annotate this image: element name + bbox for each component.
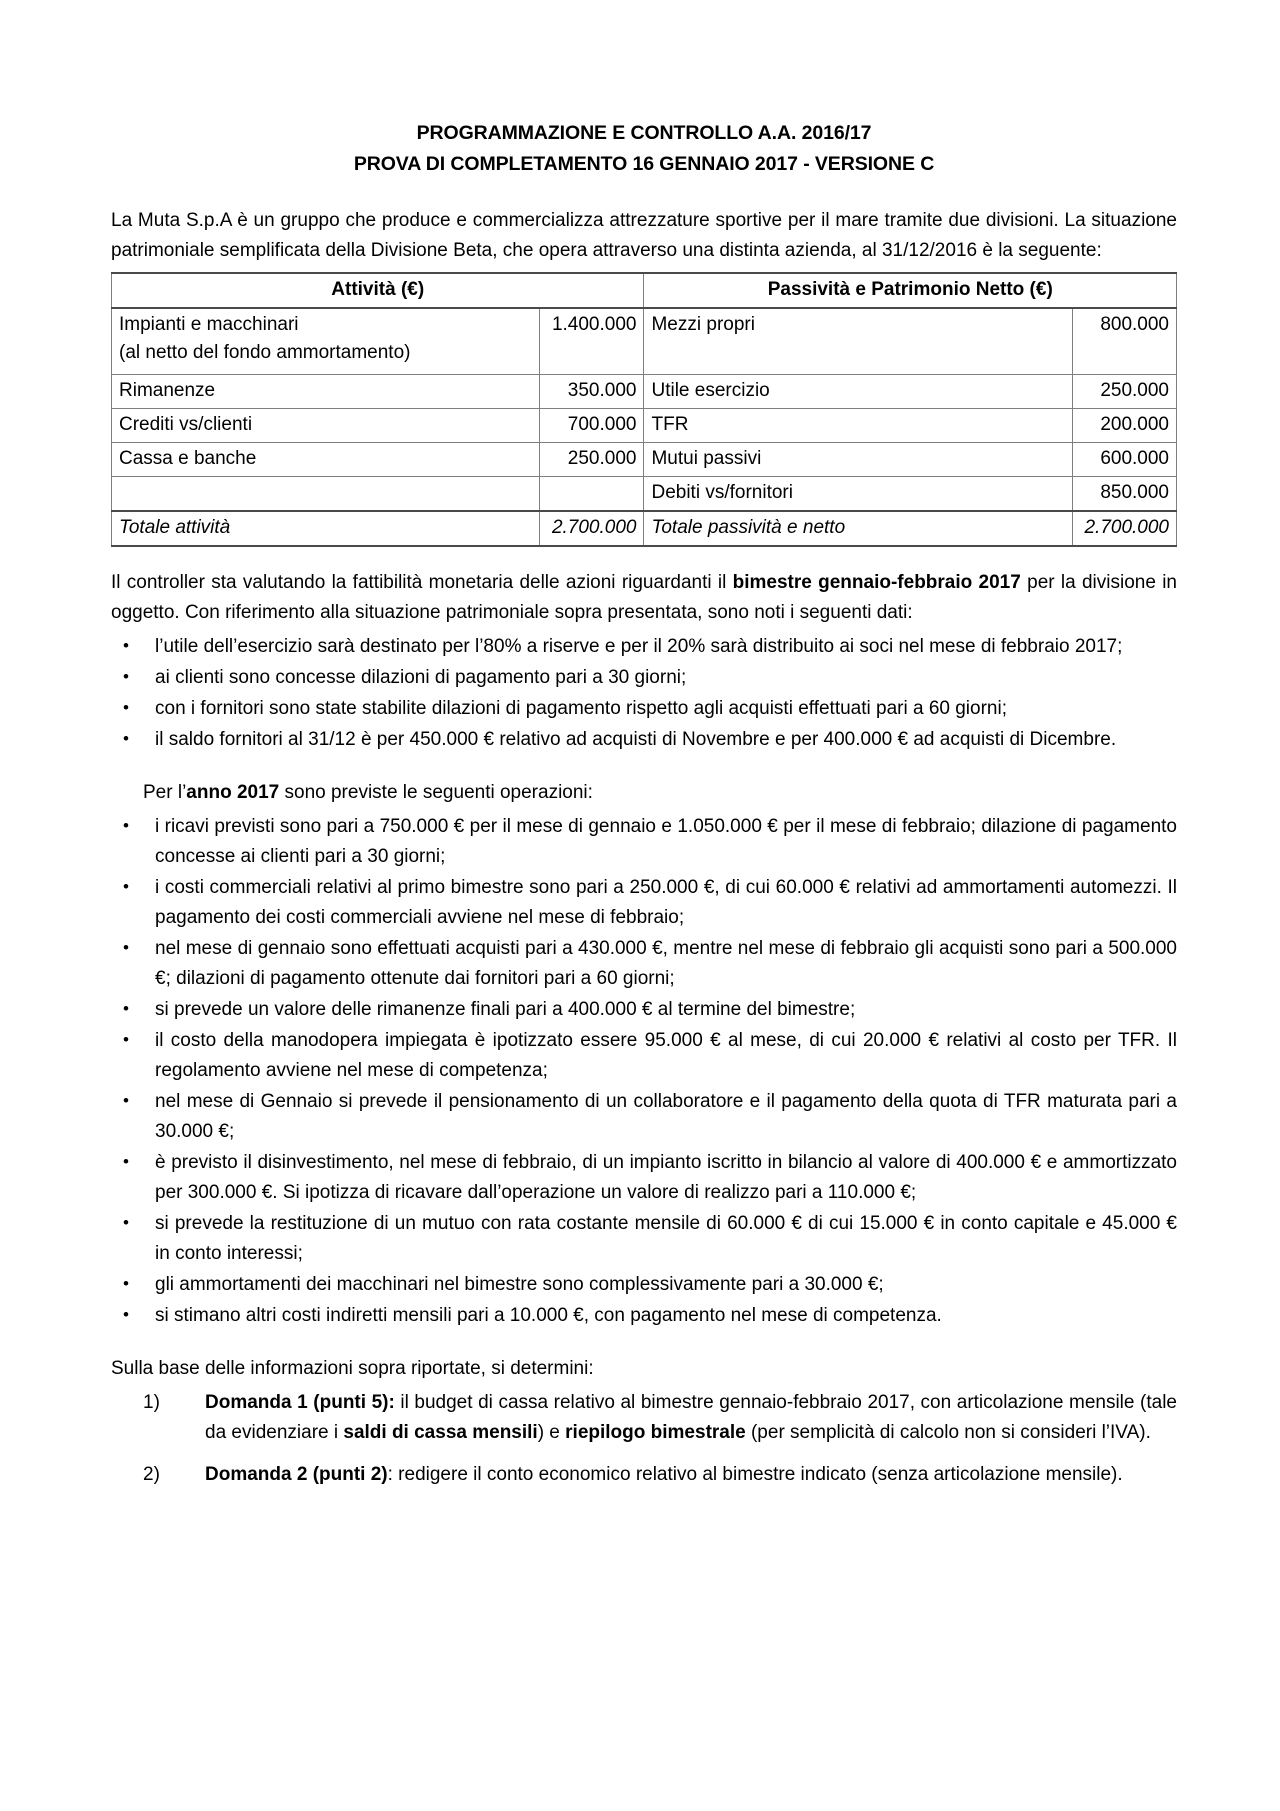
list-item: • si prevede la restituzione di un mutuo con rata costante mensile di 60.000 € di cui 15.000 € in conto capitale e 45.000 € in conto interessi; [111, 1209, 1177, 1269]
operations-intro-pre: Per l’ [143, 782, 187, 803]
liability-value-cell: 600.000 [1072, 443, 1176, 477]
table-row [112, 443, 1177, 477]
list-item: • gli ammortamenti dei macchinari nel bimestre sono complessivamente pari a 30.000 €; [111, 1270, 1177, 1300]
list-item: • nel mese di gennaio sono effettuati acquisti pari a 430.000 €, mentre nel mese di febbraio gli acquisti sono pari a 500.000 €; dilazioni di pagamento ottenute dai fornitori pari a 60 giorni; [111, 934, 1177, 994]
liability-label-cell: Mutui passivi [644, 443, 1073, 477]
table-row [112, 375, 1177, 409]
list-item: • con i fornitori sono state stabilite dilazioni di pagamento rispetto agli acquisti effettuati pari a 60 giorni; [111, 694, 1177, 724]
asset-label-line-2: (al netto del fondo ammortamento) [119, 342, 411, 363]
controller-bullet-list [111, 632, 1177, 755]
asset-value-cell: 1.400.000 [540, 308, 644, 375]
table-row [112, 308, 1177, 375]
controller-paragraph-pre: Il controller sta valutando la fattibilità monetaria delle azioni riguardanti il [111, 572, 733, 593]
table-row [112, 477, 1177, 512]
liability-label-cell: Mezzi propri [644, 308, 1073, 375]
document-title-block [111, 118, 1177, 180]
questions-lead-in: Sulla base delle informazioni sopra riportate, si determini: [111, 1358, 594, 1379]
question-2-text-a: : redigere il conto economico relativo al bimestre indicato (senza articolazione mensile). [387, 1464, 1123, 1485]
asset-label-cell [112, 477, 540, 512]
question-item-2 [143, 1460, 1177, 1490]
asset-label-cell: Cassa e banche [112, 443, 540, 477]
questions-list [111, 1388, 1177, 1490]
asset-label-cell [112, 308, 540, 375]
question-1-text-a: il budget di cassa relativo al bimestre gennaio-febbraio 2017, con articolazione mensile (tale da evidenziare i [205, 1392, 1177, 1443]
list-item: • ai clienti sono concesse dilazioni di pagamento pari a 30 giorni; [111, 663, 1177, 693]
total-liability-value: 2.700.000 [1072, 511, 1176, 546]
table-row [112, 409, 1177, 443]
liability-label-cell: TFR [644, 409, 1073, 443]
asset-value-cell: 250.000 [540, 443, 644, 477]
controller-paragraph [111, 568, 1177, 628]
question-1-text-b: ) e [537, 1422, 566, 1443]
table-total-row [112, 511, 1177, 546]
total-asset-label: Totale attività [112, 511, 540, 546]
asset-value-cell: 350.000 [540, 375, 644, 409]
liability-value-cell: 200.000 [1072, 409, 1176, 443]
list-item: • il costo della manodopera impiegata è ipotizzato essere 95.000 € al mese, di cui 20.000 € relativi al costo per TFR. Il regolamento avviene nel mese di competenza; [111, 1026, 1177, 1086]
question-marker-2: 2) [143, 1464, 160, 1485]
total-liability-label: Totale passività e netto [644, 511, 1073, 546]
question-1-bold-b: saldi di cassa mensili [343, 1422, 538, 1443]
list-item: • si stimano altri costi indiretti mensili pari a 10.000 €, con pagamento nel mese di competenza. [111, 1301, 1177, 1331]
list-item: • il saldo fornitori al 31/12 è per 450.000 € relativo ad acquisti di Novembre e per 400.000 € ad acquisti di Dicembre. [111, 725, 1177, 755]
intro-paragraph: La Muta S.p.A è un gruppo che produce e commercializza attrezzature sportive per il mare tramite due divisioni. La situazione patrimoniale semplificata della Divisione Beta, che opera attraverso una distinta azienda, al 31/12/2016 è la seguente: [111, 210, 1177, 261]
operations-intro-post: sono previste le seguenti operazioni: [279, 782, 593, 803]
total-asset-value: 2.700.000 [540, 511, 644, 546]
liability-value-cell: 250.000 [1072, 375, 1176, 409]
operations-intro-bold: anno 2017 [186, 782, 280, 803]
list-item: • i costi commerciali relativi al primo bimestre sono pari a 250.000 €, di cui 60.000 € relativi ad ammortamenti automezzi. Il pagamento dei costi commerciali avviene nel mese di febbraio; [111, 873, 1177, 933]
question-2-bold-lead: Domanda 2 (punti 2) [205, 1464, 388, 1485]
list-item: • nel mese di Gennaio si prevede il pensionamento di un collaboratore e il pagamento della quota di TFR maturata pari a 30.000 €; [111, 1087, 1177, 1147]
list-item: • l’utile dell’esercizio sarà destinato per l’80% a riserve e per il 20% sarà distribuito ai soci nel mese di febbraio 2017; [111, 632, 1177, 662]
list-item: • i ricavi previsti sono pari a 750.000 € per il mese di gennaio e 1.050.000 € per il mese di febbraio; dilazione di pagamento concesse ai clienti pari a 30 giorni; [111, 812, 1177, 872]
page-title-line-1: PROGRAMMAZIONE E CONTROLLO A.A. 2016/17 [416, 122, 872, 144]
liability-label-cell: Debiti vs/fornitori [644, 477, 1073, 512]
header-assets: Attività (€) [112, 273, 644, 308]
question-1-bold-lead: Domanda 1 (punti 5): [205, 1392, 395, 1413]
question-1-bold-c: riepilogo bimestrale [565, 1422, 746, 1443]
question-marker-1: 1) [143, 1392, 160, 1413]
asset-value-cell: 700.000 [540, 409, 644, 443]
operations-bullet-list [111, 812, 1177, 1331]
liability-label-cell: Utile esercizio [644, 375, 1073, 409]
question-1-text-c: (per semplicità di calcolo non si consideri l’IVA). [745, 1422, 1151, 1443]
liability-value-cell: 850.000 [1072, 477, 1176, 512]
question-item-1 [143, 1388, 1177, 1448]
header-liabilities: Passività e Patrimonio Netto (€) [644, 273, 1177, 308]
list-item: • si prevede un valore delle rimanenze finali pari a 400.000 € al termine del bimestre; [111, 995, 1177, 1025]
controller-paragraph-post: per la divisione in oggetto. Con riferimento alla situazione patrimoniale sopra presentata, sono noti i seguenti dati: [111, 572, 1177, 623]
asset-value-cell [540, 477, 644, 512]
asset-label-cell: Crediti vs/clienti [112, 409, 540, 443]
page-title-line-2: PROVA DI COMPLETAMENTO 16 GENNAIO 2017 - VERSIONE C [353, 153, 935, 175]
asset-label-line-1: Impianti e macchinari [119, 314, 299, 335]
table-header-row [112, 273, 1177, 308]
controller-paragraph-bold: bimestre gennaio-febbraio 2017 [732, 572, 1021, 593]
list-item: • è previsto il disinvestimento, nel mese di febbraio, di un impianto iscritto in bilancio al valore di 400.000 € e ammortizzato per 300.000 €. Si ipotizza di ricavare dall’operazione un valore di realizzo pari a 110.000 €; [111, 1148, 1177, 1208]
operations-intro-paragraph [111, 778, 1177, 808]
asset-label-cell: Rimanenze [112, 375, 540, 409]
liability-value-cell: 800.000 [1072, 308, 1176, 375]
balance-sheet-table [111, 272, 1177, 547]
